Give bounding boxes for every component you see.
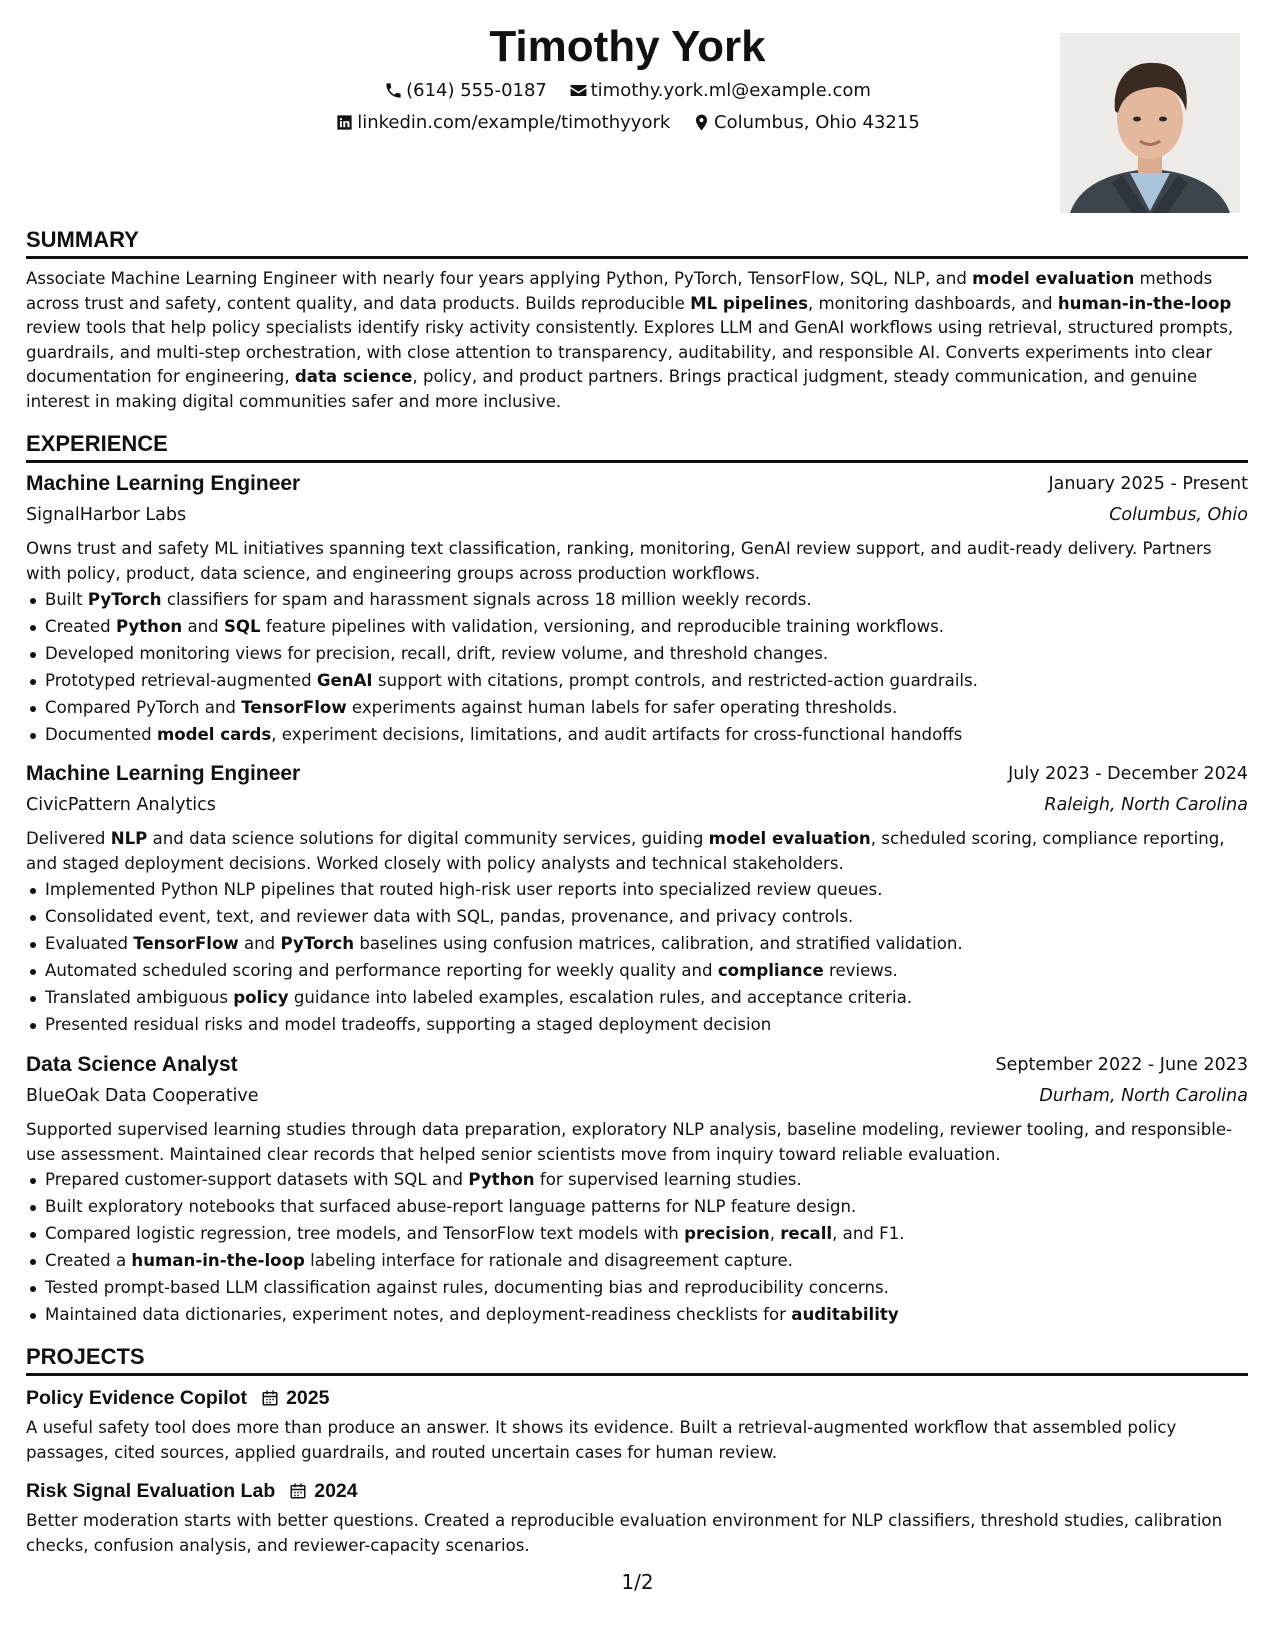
text-run: and — [238, 934, 281, 953]
text-run: support with citations, prompt controls, and restricted-action guardrails. — [372, 671, 978, 690]
job-dates: September 2022 - June 2023 — [995, 1055, 1248, 1075]
location-contact — [692, 112, 920, 133]
calendar-icon — [261, 1389, 279, 1407]
bold-keyword: PyTorch — [87, 590, 162, 609]
bold-keyword: human-in-the-loop — [131, 1251, 305, 1270]
bold-keyword: precision — [684, 1224, 770, 1243]
text-run: Automated scheduled scoring and performance reporting for weekly quality and — [45, 961, 718, 980]
home-location: Columbus, Ohio 43215 — [714, 112, 920, 133]
bullet-item — [26, 1013, 1248, 1040]
bold-keyword: NLP — [110, 829, 148, 848]
email-address[interactable]: timothy.york.ml@example.com — [590, 80, 871, 101]
text-run: Associate Machine Learning Engineer with nearly four years applying Python, PyTorch, TensorFlow, SQL, NLP, and — [26, 269, 973, 288]
bullet-item — [26, 1303, 1248, 1330]
bullet-item — [26, 959, 1248, 986]
phone-contact — [384, 80, 547, 101]
bold-keyword: policy — [233, 988, 289, 1007]
linkedin-url[interactable]: linkedin.com/example/timothyyork — [357, 112, 671, 133]
text-run: labeling interface for rationale and disagreement capture. — [304, 1251, 793, 1270]
text-run: experiments against human labels for safer operating thresholds. — [346, 698, 898, 717]
bold-keyword: SQL — [223, 617, 261, 636]
text-run: Evaluated — [45, 934, 134, 953]
text-run: Prepared customer-support datasets with SQL and — [45, 1170, 469, 1189]
envelope-icon — [569, 81, 588, 100]
bold-keyword: compliance — [717, 961, 824, 980]
bold-keyword: recall — [780, 1224, 833, 1243]
job-dates: July 2023 - December 2024 — [1008, 764, 1248, 784]
projects-heading: PROJECTS — [26, 1343, 1248, 1376]
text-run: Implemented Python NLP pipelines that routed high-risk user reports into specialized review queues. — [45, 880, 883, 899]
text-run: Built exploratory notebooks that surfaced abuse-report language patterns for NLP feature design. — [45, 1197, 857, 1216]
bold-keyword: Python — [468, 1170, 535, 1189]
text-run: guidance into labeled examples, escalation rules, and acceptance criteria. — [288, 988, 913, 1007]
text-run: Compared logistic regression, tree models, and TensorFlow text models with — [45, 1224, 685, 1243]
linkedin-contact[interactable] — [335, 112, 670, 133]
job-title: Data Science Analyst — [26, 1053, 238, 1076]
job-bullet-list — [26, 1168, 1248, 1330]
text-run: , and F1. — [832, 1224, 905, 1243]
text-run: for supervised learning studies. — [534, 1170, 802, 1189]
job-description — [26, 1118, 1248, 1167]
job-company: SignalHarbor Labs — [26, 505, 187, 525]
bullet-item — [26, 932, 1248, 959]
project-title-row — [26, 1385, 329, 1411]
bullet-item — [26, 588, 1248, 615]
text-run: Tested prompt-based LLM classification against rules, documenting bias and reproducibility concerns. — [45, 1278, 889, 1297]
job-bullet-list — [26, 878, 1248, 1040]
bullet-item — [26, 986, 1248, 1013]
text-run: , monitoring dashboards, and — [807, 293, 1058, 313]
page-number: 1/2 — [621, 1570, 654, 1594]
job-company: CivicPattern Analytics — [26, 795, 216, 815]
text-run: Documented — [45, 725, 157, 744]
text-run: methods across trust and safety, content quality, and data products. Builds reproducible — [26, 269, 1213, 313]
text-run: , — [769, 1224, 781, 1243]
text-run: and — [182, 617, 224, 636]
text-run: , experiment decisions, limitations, and audit artifacts for cross-functional handoffs — [271, 725, 963, 744]
bullet-item — [26, 1168, 1248, 1195]
project-title: Risk Signal Evaluation Lab — [26, 1480, 276, 1502]
bullet-item — [26, 1249, 1248, 1276]
text-run: Translated ambiguous — [45, 988, 234, 1007]
linkedin-icon — [335, 113, 354, 132]
job-title: Machine Learning Engineer — [26, 472, 301, 495]
bullet-item — [26, 1222, 1248, 1249]
bold-keyword: human-in-the-loop — [1057, 293, 1232, 313]
bullet-item — [26, 723, 1248, 750]
text-run: , policy, and product partners. Brings practical judgment, steady communication, and genuine interest in making digital communities safer and more inclusive. — [26, 367, 1198, 411]
project-year: 2025 — [286, 1387, 330, 1409]
text-run: Created a — [45, 1251, 132, 1270]
experience-heading: EXPERIENCE — [26, 430, 1248, 463]
text-run: Developed monitoring views for precision, recall, drift, review volume, and threshold changes. — [45, 644, 829, 663]
summary-text — [26, 267, 1248, 414]
text-run: Supported supervised learning studies through data preparation, exploratory NLP analysis, baseline modeling, reviewer tooling, and responsible-use assessment. Maintained clear records that helped senior scientists move from inquiry toward reliable evaluation. — [26, 1120, 1233, 1164]
text-run: classifiers for spam and harassment signals across 18 million weekly records. — [161, 590, 812, 609]
profile-photo — [1060, 33, 1240, 213]
bullet-item — [26, 1195, 1248, 1222]
project-title: Policy Evidence Copilot — [26, 1387, 248, 1409]
text-run: reviews. — [823, 961, 898, 980]
text-run: Maintained data dictionaries, experiment notes, and deployment-readiness checklists for — [45, 1305, 792, 1324]
project-description: A useful safety tool does more than produce an answer. It shows its evidence. Built a retrieval-augmented workflow that assembled policy passages, cited sources, applied guardrails, and routed uncertain cases for human review. — [26, 1418, 1177, 1462]
bullet-item — [26, 878, 1248, 905]
job-description — [26, 537, 1248, 586]
job-location: Raleigh, North Carolina — [1044, 795, 1248, 815]
bold-keyword: PyTorch — [280, 934, 355, 953]
bold-keyword: GenAI — [316, 671, 373, 690]
bold-keyword: TensorFlow — [241, 698, 347, 717]
text-run: feature pipelines with validation, versioning, and reproducible training workflows. — [260, 617, 945, 636]
summary-heading: SUMMARY — [26, 226, 1248, 259]
bullet-item — [26, 1276, 1248, 1303]
map-pin-icon — [692, 113, 711, 132]
bullet-item — [26, 615, 1248, 642]
bold-keyword: model evaluation — [972, 269, 1135, 288]
bold-keyword: Python — [115, 617, 183, 636]
text-run: review tools that help policy specialists identify risky activity consistently. Explores LLM and GenAI workflows using retrieval, structured prompts, guardrails, and multi-step orchestration, with close attention to transparency, auditability, and responsible AI. Converts experiments into clear documentation for engineering, — [26, 318, 1234, 386]
text-run: Built — [45, 590, 88, 609]
text-run: Owns trust and safety ML initiatives spanning text classification, ranking, monitoring, GenAI review support, and audit-ready delivery. Partners with policy, product, data science, and engineering groups across production workflows. — [26, 539, 1212, 583]
email-contact[interactable] — [569, 80, 871, 101]
text-run: Created — [45, 617, 116, 636]
candidate-name: Timothy York — [489, 22, 766, 71]
project-title-row — [26, 1478, 358, 1504]
bullet-item — [26, 669, 1248, 696]
phone-number: (614) 555-0187 — [406, 80, 547, 101]
text-run: Delivered — [26, 829, 111, 848]
bullet-item — [26, 642, 1248, 669]
calendar-icon — [289, 1482, 307, 1500]
project-description: Better moderation starts with better questions. Created a reproducible evaluation environment for NLP classifiers, threshold studies, calibration checks, confusion analysis, and reviewer-capacity scenarios. — [26, 1511, 1223, 1555]
job-title: Machine Learning Engineer — [26, 762, 301, 785]
bold-keyword: ML pipelines — [690, 293, 808, 313]
text-run: , scheduled scoring, compliance reporting, and staged deployment decisions. Worked closely with policy analysts and technical stakeholders. — [26, 829, 1225, 873]
text-run: baselines using confusion matrices, calibration, and stratified validation. — [354, 934, 963, 953]
text-run: Compared PyTorch and — [45, 698, 242, 717]
phone-icon — [384, 81, 403, 100]
job-company: BlueOak Data Cooperative — [26, 1086, 259, 1106]
job-dates: January 2025 - Present — [1048, 474, 1248, 494]
bold-keyword: TensorFlow — [133, 934, 239, 953]
bold-keyword: model cards — [156, 725, 272, 744]
text-run: and data science solutions for digital community services, guiding — [147, 829, 709, 848]
text-run: Prototyped retrieval-augmented — [45, 671, 317, 690]
text-run: Presented residual risks and model tradeoffs, supporting a staged deployment decision — [45, 1015, 772, 1034]
bullet-item — [26, 905, 1248, 932]
project-year: 2024 — [314, 1480, 358, 1502]
bold-keyword: auditability — [791, 1305, 899, 1324]
bullet-item — [26, 696, 1248, 723]
job-location: Columbus, Ohio — [1109, 505, 1248, 525]
bold-keyword: model evaluation — [708, 829, 871, 848]
job-description — [26, 827, 1248, 876]
text-run: Consolidated event, text, and reviewer data with SQL, pandas, provenance, and privacy controls. — [45, 907, 854, 926]
job-location: Durham, North Carolina — [1039, 1086, 1248, 1106]
bold-keyword: data science — [294, 367, 413, 386]
job-bullet-list — [26, 588, 1248, 750]
